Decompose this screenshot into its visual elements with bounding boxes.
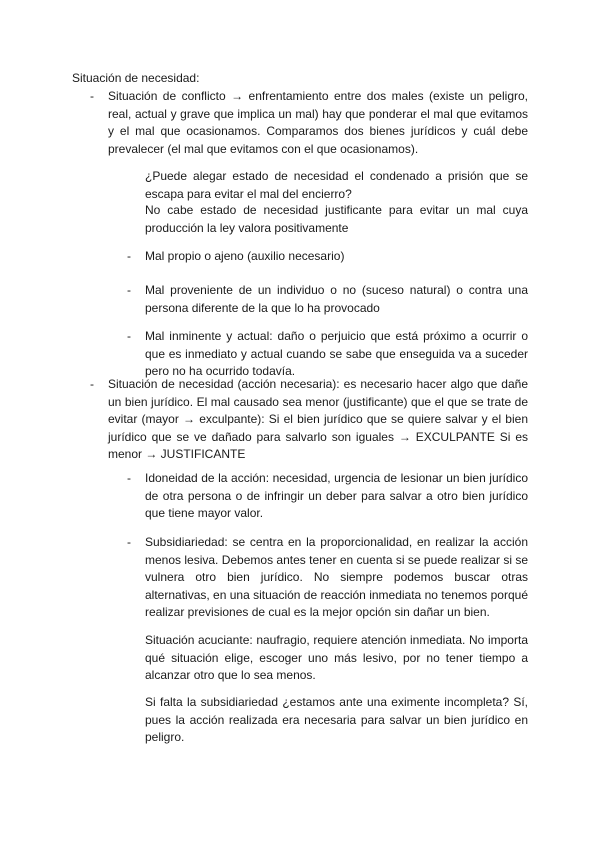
section-2-note-1: Situación acuciante: naufragio, requiere atención inmediata. No importa qué situación elige, escoger uno más lesivo, por no tener tiempo a alcanzar otro que lo sea menos.: [145, 633, 528, 682]
bullet-dash: -: [127, 283, 131, 297]
bullet-dash: -: [127, 471, 131, 485]
section-1-subitem-3: Mal inminente y actual: daño o perjuicio que está próximo a ocurrir o que es inmediato y actual cuando se sabe que enseguida va a suceder pero no ha ocurrido todavía.: [145, 329, 528, 378]
section-1-subitem-2: Mal proveniente de un individuo o no (suceso natural) o contra una persona diferente de la que lo ha provocado: [145, 283, 528, 315]
section-2-subitem-1: Idoneidad de la acción: necesidad, urgencia de lesionar un bien jurídico de otra persona o de infringir un deber para salvar a otro bien jurídico que tiene mayor valor.: [145, 471, 528, 520]
section-1-text: Situación de conflicto → enfrentamiento entre dos males (existe un peligro, real, actual y grave que implica un mal) hay que ponderar el mal que evitamos y el mal que ocasionamos. Comparamos dos bienes jurídicos y cuál debe prevalecer (el mal que evitamos con el que ocasionamos).: [108, 89, 528, 156]
section-1-answer: No cabe estado de necesidad justificante para evitar un mal cuya producción la ley valora positivamente: [145, 203, 528, 235]
bullet-dash: -: [127, 249, 131, 263]
section-1-subitem-1: Mal propio o ajeno (auxilio necesario): [145, 249, 345, 263]
bullet-dash: -: [127, 535, 131, 549]
bullet-dash: -: [127, 329, 131, 343]
page-heading: Situación de necesidad:: [72, 71, 200, 85]
bullet-dash: -: [90, 377, 94, 391]
section-1-question: ¿Puede alegar estado de necesidad el condenado a prisión que se escapa para evitar el mal del encierro?: [145, 169, 528, 201]
section-2-note-2: Si falta la subsidiariedad ¿estamos ante una eximente incompleta? Sí, pues la acción realizada era necesaria para salvar un bien jurídico en peligro.: [145, 695, 528, 744]
bullet-dash: -: [90, 89, 94, 103]
section-2-text: Situación de necesidad (acción necesaria): es necesario hacer algo que dañe un bien jurídico. El mal causado sea menor (justificante) que el que se trate de evitar (mayor → exculpante): Si el bien jurídico que se quiere salvar y el bien jurídico que se ve dañado para salvarlo son iguales → EXCULPANTE Si es menor → JUSTIFICANTE: [108, 377, 528, 461]
section-2-subitem-2: Subsidiariedad: se centra en la proporcionalidad, en realizar la acción menos lesiva. Debemos antes tener en cuenta si se puede realizar si se vulnera otro bien jurídico. No siempre podemos buscar otras alternativas, en una situación de reacción inmediata no tenemos porqué realizar previsiones de cual es la mejor opción sin dañar un bien.: [145, 535, 528, 619]
